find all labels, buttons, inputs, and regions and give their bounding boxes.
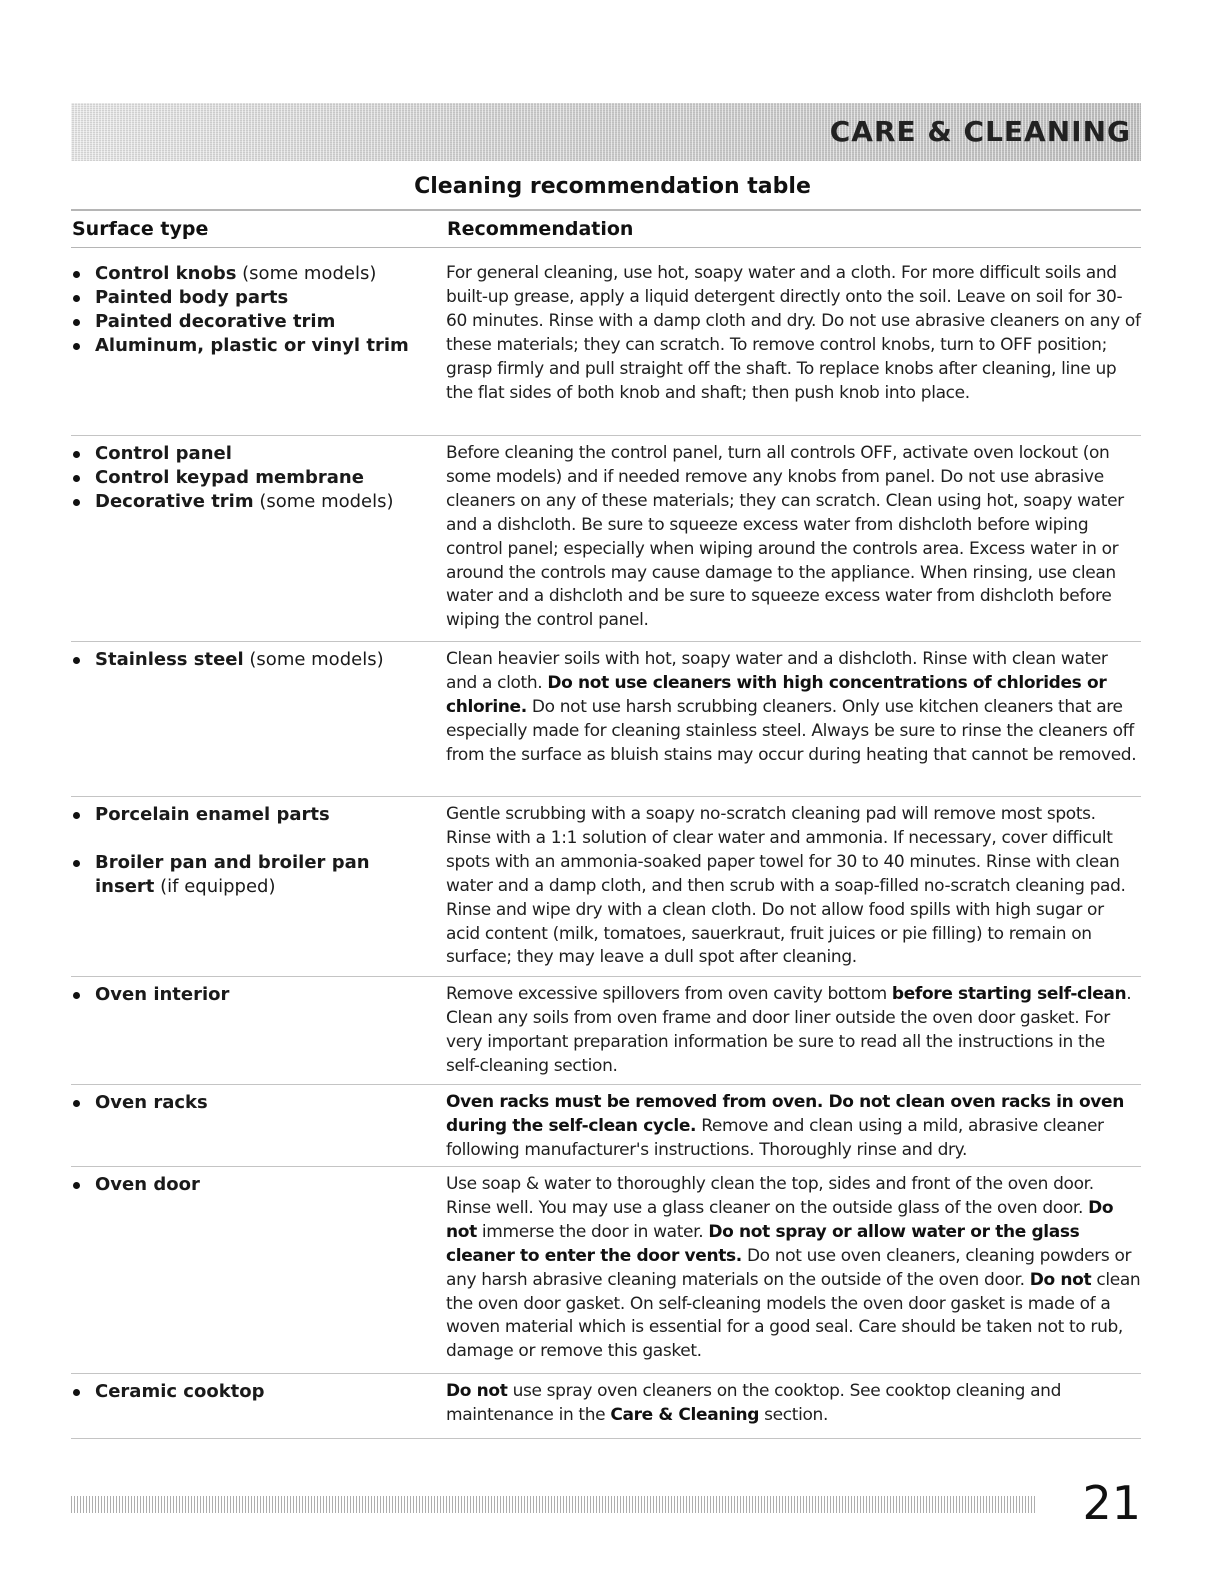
recommendation-segment: immerse the door in water. xyxy=(476,1221,709,1242)
table-row xyxy=(71,648,1141,797)
surface-note: (some models) xyxy=(236,263,377,284)
surface-name: Broiler pan and broiler pan insert xyxy=(95,852,370,897)
surface-list xyxy=(71,262,431,358)
recommendation-text xyxy=(446,1380,1141,1428)
section-banner xyxy=(71,103,1141,161)
row-divider xyxy=(71,1373,1141,1374)
row-divider xyxy=(71,796,1141,797)
row-divider xyxy=(71,435,1141,436)
surface-name: Control panel xyxy=(95,443,232,464)
surface-name: Oven interior xyxy=(95,984,230,1005)
surface-item xyxy=(71,1173,431,1197)
recommendation-segment: use spray oven cleaners on the cooktop. See cooktop cleaning and maintenance in the xyxy=(446,1381,1062,1425)
recommendation-emphasis: Do not xyxy=(446,1197,1114,1242)
surface-item xyxy=(71,648,431,672)
table-title: Cleaning recommendation table xyxy=(414,174,811,199)
table-row xyxy=(71,983,1141,1085)
recommendation-emphasis: before starting self-clean xyxy=(891,984,1127,1004)
surface-item xyxy=(71,851,431,899)
recommendation-emphasis: Do not use cleaners with high concentrations of chlorides or chlorine. xyxy=(446,672,1107,717)
surface-list xyxy=(71,1380,431,1404)
surface-item xyxy=(71,1091,431,1115)
surface-list xyxy=(71,442,431,514)
row-divider xyxy=(71,1084,1141,1085)
recommendation-text xyxy=(446,1091,1141,1163)
surface-list xyxy=(71,1173,431,1197)
surface-list xyxy=(71,648,431,672)
recommendation-segment: section. xyxy=(759,1404,829,1425)
recommendation-segment: . Clean any soils from oven frame and door liner outside the oven door gasket. For very important preparation information be sure to read all the instructions in the self-cleaning section. xyxy=(446,984,1132,1076)
surface-name: Porcelain enamel parts xyxy=(95,804,330,825)
recommendation-segment: Remove and clean using a mild, abrasive cleaner following manufacturer's instructions. Thoroughly rinse and dry. xyxy=(446,1115,1104,1160)
footer-bar xyxy=(71,1496,1036,1513)
recommendation-text xyxy=(446,1173,1141,1364)
recommendation-text xyxy=(446,803,1141,970)
table-row xyxy=(71,803,1141,977)
recommendation-segment: clean the oven door gasket. On self-cleaning models the oven door gasket is made of a woven material which is essential for a good seal. Care should be taken not to rub, damage or remove this gasket. xyxy=(446,1269,1141,1362)
surface-item xyxy=(71,803,431,827)
table-row xyxy=(71,1380,1141,1439)
recommendation-segment: Clean heavier soils with hot, soapy water and a dishcloth. Rinse with clean water and a cloth. xyxy=(446,649,1108,693)
section-title: CARE & CLEANING xyxy=(829,115,1131,148)
recommendation-emphasis: Do not spray or allow water or the glass cleaner to enter the door vents. xyxy=(446,1221,1080,1266)
table-row xyxy=(71,262,1141,436)
row-divider xyxy=(71,1166,1141,1167)
recommendation-segment: Remove excessive spillovers from oven cavity bottom xyxy=(446,984,892,1004)
surface-item xyxy=(71,310,431,334)
table-row xyxy=(71,442,1141,642)
recommendation-text xyxy=(446,983,1141,1079)
surface-name: Stainless steel xyxy=(95,649,244,670)
surface-note: (some models) xyxy=(243,649,384,670)
surface-item xyxy=(71,286,431,310)
surface-item xyxy=(71,490,431,514)
recommendation-segment: Gentle scrubbing with a soapy no-scratch cleaning pad will remove most spots. Rinse with a 1:1 solution of clear water and ammonia. If necessary, cover difficult spots with an ammonia-soaked paper towel for 30 to 40 minutes. Rinse with clean water and a damp cloth, and then scrub with a soap-filled no-scratch cleaning pad. Rinse and wipe dry with a clean cloth. Do not allow food spills with high sugar or acid content (milk, tomatoes, sauerkraut, fruit juices or pie filling) to remain on surface; they may leave a dull spot after cleaning. xyxy=(446,804,1126,968)
surface-name: Ceramic cooktop xyxy=(95,1381,265,1402)
surface-name: Painted body parts xyxy=(95,287,289,308)
header-rule xyxy=(71,247,1141,248)
page-number: 21 xyxy=(1082,1476,1141,1530)
row-divider xyxy=(71,1438,1141,1439)
surface-item xyxy=(71,466,431,490)
recommendation-text xyxy=(446,442,1141,633)
table-row xyxy=(71,1091,1141,1167)
recommendation-segment: Before cleaning the control panel, turn all controls OFF, activate oven lockout (on some models) and if needed remove any knobs from panel. Do not use abrasive cleaners on any of these materials; they can scratch. Clean using hot, soapy water and a dishcloth. Be sure to squeeze excess water from dishcloth before wiping control panel; especially when wiping around the controls area. Excess water in or around the controls may cause damage to the appliance. When rinsing, use clean water and a dishcloth and be sure to squeeze excess water from dishcloth before wiping the control panel. xyxy=(446,443,1124,631)
surface-item xyxy=(71,262,431,286)
surface-item xyxy=(71,334,431,358)
recommendation-text xyxy=(446,648,1141,768)
recommendation-segment: Do not use oven cleaners, cleaning powders or any harsh abrasive cleaning materials on the outside of the oven door. xyxy=(446,1245,1132,1290)
surface-list xyxy=(71,983,431,1007)
surface-note: (if equipped) xyxy=(154,876,276,897)
surface-item xyxy=(71,983,431,1007)
table-row xyxy=(71,1173,1141,1374)
surface-list xyxy=(71,1091,431,1115)
row-divider xyxy=(71,641,1141,642)
recommendation-emphasis: Do not xyxy=(446,1381,508,1401)
surface-name: Control keypad membrane xyxy=(95,467,364,488)
column-header-recommendation: Recommendation xyxy=(447,218,634,240)
surface-name: Control knobs xyxy=(95,263,237,284)
recommendation-segment: For general cleaning, use hot, soapy water and a cloth. For more difficult soils and built-up grease, apply a liquid detergent directly onto the soil. Leave on soil for 30-60 minutes. Rinse with a damp cloth and dry. Do not use abrasive cleaners on any of these materials; they can scratch. To remove control knobs, turn to OFF position; grasp firmly and pull straight off the shaft. To replace knobs after cleaning, line up the flat sides of both knob and shaft; then push knob into place. xyxy=(446,263,1141,403)
surface-note: (some models) xyxy=(253,491,394,512)
surface-item xyxy=(71,1380,431,1404)
recommendation-emphasis: Do not xyxy=(1029,1269,1092,1290)
table-top-rule xyxy=(71,209,1141,211)
recommendation-emphasis: Oven racks must be removed from oven. Do not clean oven racks in oven during the self-clean cycle. xyxy=(446,1092,1124,1136)
surface-name: Decorative trim xyxy=(95,491,254,512)
surface-name: Oven door xyxy=(95,1174,200,1195)
surface-list xyxy=(71,803,431,899)
recommendation-segment: Use soap & water to thoroughly clean the top, sides and front of the oven door. Rinse well. You may use a glass cleaner on the outside glass of the oven door. xyxy=(446,1174,1094,1218)
surface-name: Oven racks xyxy=(95,1092,208,1113)
surface-name: Painted decorative trim xyxy=(95,311,336,332)
column-header-surface: Surface type xyxy=(72,218,209,240)
recommendation-text xyxy=(446,262,1141,405)
recommendation-segment: Do not use harsh scrubbing cleaners. Only use kitchen cleaners that are especially made for cleaning stainless steel. Always be sure to rinse the cleaners off from the surface as bluish stains may occur during heating that cannot be removed. xyxy=(446,696,1137,765)
recommendation-emphasis: Care & Cleaning xyxy=(610,1404,760,1425)
row-divider xyxy=(71,976,1141,977)
surface-name: Aluminum, plastic or vinyl trim xyxy=(95,335,409,356)
surface-item xyxy=(71,442,431,466)
